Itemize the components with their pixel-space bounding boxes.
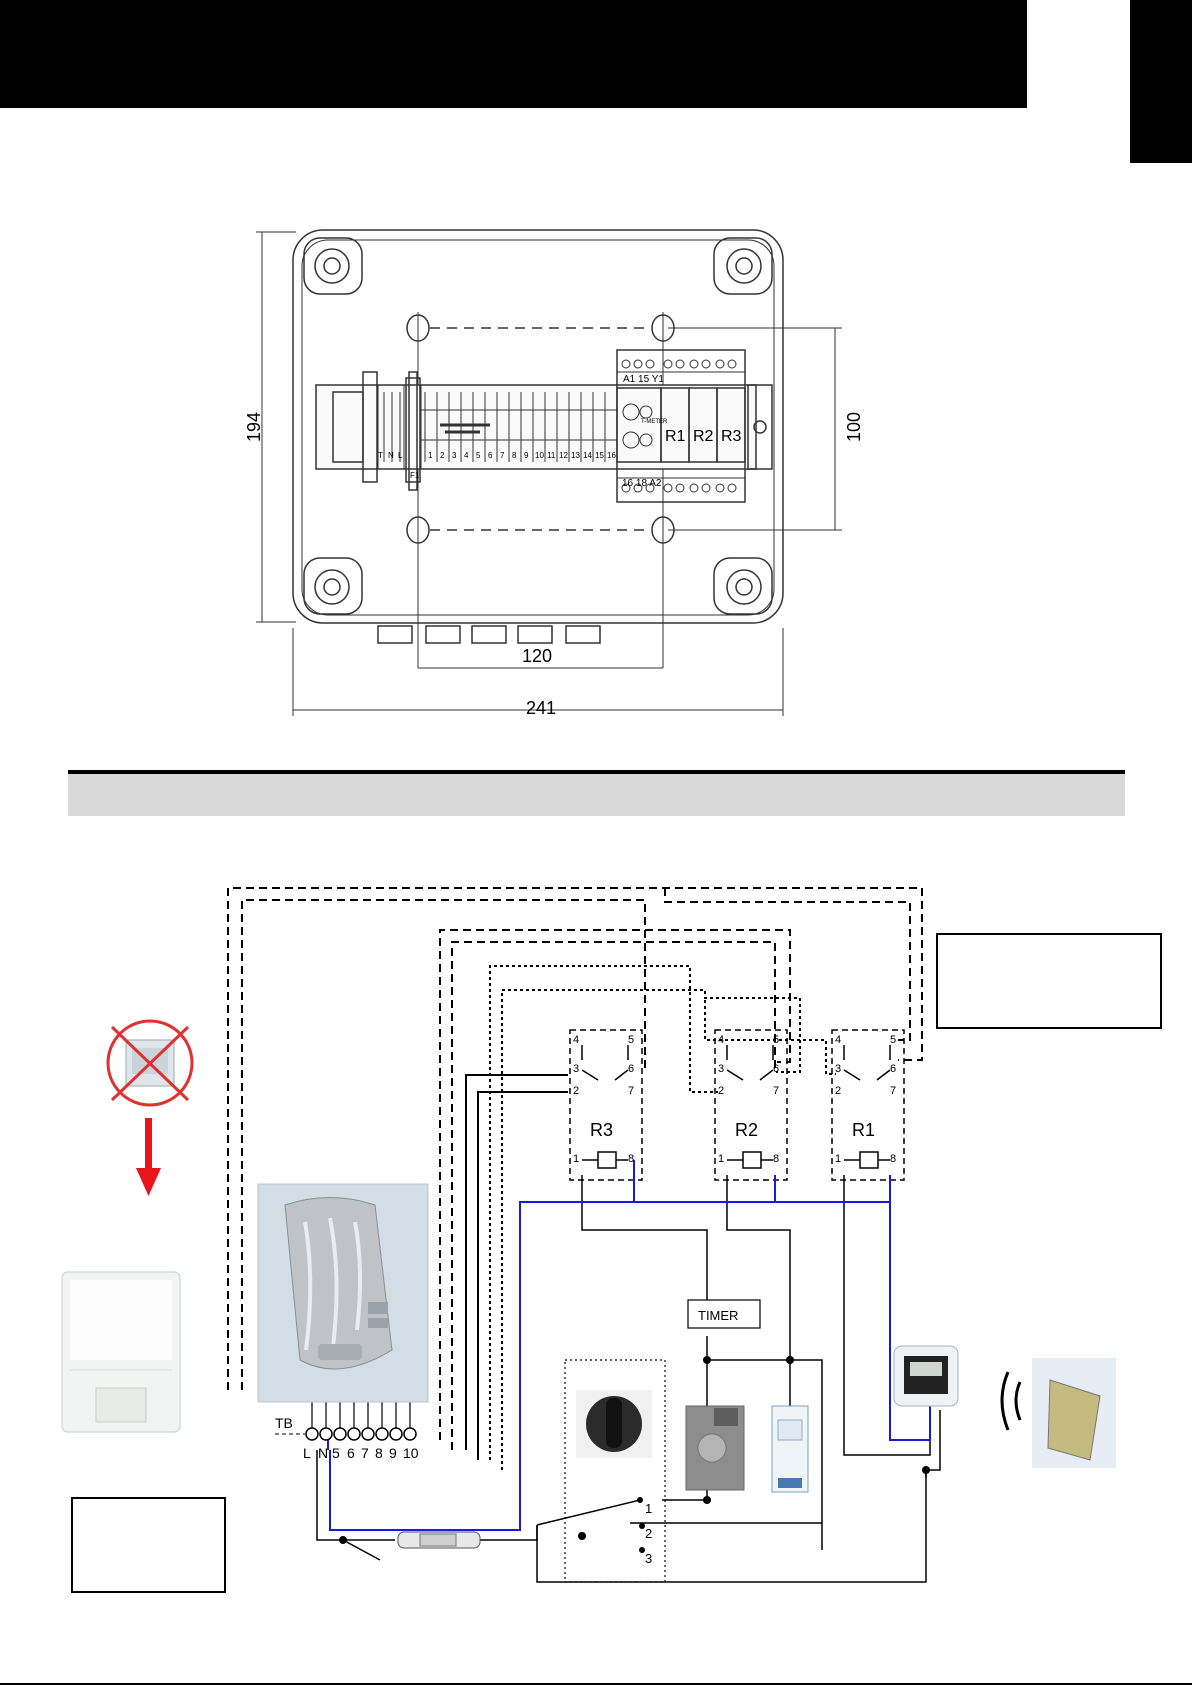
relay-pin: 3 bbox=[835, 1063, 842, 1075]
relay-pin: 2 bbox=[573, 1085, 580, 1097]
controller-unit-image bbox=[258, 1184, 428, 1402]
terminal-label: 7 bbox=[500, 451, 505, 460]
dimension-height-label: 194 bbox=[244, 411, 264, 442]
terminal-label: 13 bbox=[571, 451, 580, 460]
terminal-label: 16 bbox=[607, 451, 616, 460]
tb-terminal-number: 6 bbox=[347, 1445, 355, 1461]
relay-pin: 6 bbox=[890, 1063, 897, 1075]
tb-terminal-number: L bbox=[303, 1445, 311, 1461]
terminal-label: 4 bbox=[464, 451, 469, 460]
relay-label-r2: R2 bbox=[693, 428, 714, 445]
relay-pin: 7 bbox=[773, 1085, 780, 1097]
timer-label: TIMER bbox=[698, 1308, 739, 1323]
terminal-label: N bbox=[388, 451, 394, 460]
tb-terminal-number: 8 bbox=[375, 1445, 383, 1461]
dimension-hole-spacing-label: 120 bbox=[522, 646, 553, 666]
relay-pin: 5 bbox=[890, 1034, 897, 1046]
down-arrow-icon bbox=[136, 1118, 161, 1196]
terminal-label: 10 bbox=[535, 451, 544, 460]
relay-pin: 1 bbox=[718, 1153, 725, 1165]
tb-terminal-number: 10 bbox=[403, 1445, 419, 1461]
terminal-label: 3 bbox=[452, 451, 457, 460]
terminal-label: 1 bbox=[428, 451, 433, 460]
relay-pin: 8 bbox=[890, 1153, 897, 1165]
relay-pin: 3 bbox=[573, 1063, 580, 1075]
wiring-diagram bbox=[0, 870, 1192, 1670]
fuse-icon bbox=[398, 1532, 480, 1548]
enclosure-drawing bbox=[0, 0, 1192, 760]
terminal-block-label: TB bbox=[275, 1415, 293, 1431]
note-box-bottom-left bbox=[72, 1498, 225, 1592]
relay-label-r1: R1 bbox=[665, 428, 686, 445]
relay-pin: 7 bbox=[890, 1085, 897, 1097]
terminal-label: 9 bbox=[524, 451, 529, 460]
fuse-label: F1 bbox=[410, 471, 420, 480]
relay-pin: 1 bbox=[573, 1153, 580, 1165]
wireless-thermostat-icon bbox=[1002, 1358, 1116, 1468]
corner-mount-bottom-right bbox=[714, 558, 772, 614]
terminal-label: 2 bbox=[440, 451, 445, 460]
relay-pin: 4 bbox=[718, 1034, 725, 1046]
relay-pin: 4 bbox=[835, 1034, 842, 1046]
terminal-label: L bbox=[398, 451, 403, 460]
terminal-label: 14 bbox=[583, 451, 592, 460]
relay-pin: 7 bbox=[628, 1085, 635, 1097]
terminal-label: T bbox=[378, 451, 383, 460]
relay-pin: 5 bbox=[628, 1034, 635, 1046]
relay-header-bottom: 16 18 A2 bbox=[622, 478, 662, 489]
tb-terminal-number: N bbox=[318, 1445, 329, 1461]
wireless-receiver-icon bbox=[894, 1346, 958, 1406]
terminal-label: 15 bbox=[595, 451, 604, 460]
tb-terminal-number: 7 bbox=[361, 1445, 369, 1461]
selector-position-2: 2 bbox=[645, 1526, 653, 1541]
mechanical-timer-icon bbox=[686, 1406, 744, 1490]
relay-pin: 8 bbox=[773, 1153, 780, 1165]
terminal-label: 11 bbox=[547, 451, 556, 460]
tb-terminal-number: 9 bbox=[389, 1445, 397, 1461]
note-box-top-right bbox=[937, 934, 1161, 1028]
relay-name-r2: R2 bbox=[735, 1120, 759, 1140]
terminal-label: 5 bbox=[476, 451, 481, 460]
selector-position-1: 1 bbox=[645, 1501, 653, 1516]
corner-mount-top-right bbox=[714, 238, 772, 294]
relay-name-r1: R1 bbox=[852, 1120, 876, 1140]
relay-label-r3: R3 bbox=[721, 428, 742, 445]
relay-pin: 6 bbox=[628, 1063, 635, 1075]
relay-pin: 3 bbox=[718, 1063, 725, 1075]
relay-pin: 6 bbox=[773, 1063, 780, 1075]
rotary-selector-icon bbox=[576, 1390, 652, 1458]
tb-terminal-number: 5 bbox=[332, 1445, 340, 1461]
relay-pin: 2 bbox=[835, 1085, 842, 1097]
corner-mount-top-left bbox=[304, 238, 362, 294]
crossed-out-thermostat-icon bbox=[108, 1021, 192, 1105]
din-timer-icon bbox=[772, 1406, 808, 1492]
terminal-label: 6 bbox=[488, 451, 493, 460]
relay-pin: 4 bbox=[573, 1034, 580, 1046]
relay-pin: 8 bbox=[628, 1153, 635, 1165]
section-heading-bar bbox=[68, 770, 1125, 816]
relay-header-top: A1 15 Y1 bbox=[623, 374, 664, 385]
terminal-label: 8 bbox=[512, 451, 517, 460]
dimension-rail-spacing-label: 100 bbox=[844, 411, 864, 442]
dimension-width-label: 241 bbox=[526, 698, 557, 718]
selector-position-3: 3 bbox=[645, 1551, 653, 1566]
relay-tiny-mark: T-METER bbox=[641, 419, 668, 425]
relay-pin: 2 bbox=[718, 1085, 725, 1097]
terminal-label: 12 bbox=[559, 451, 568, 460]
relay-pin: 5 bbox=[773, 1034, 780, 1046]
corner-mount-bottom-left bbox=[304, 558, 362, 614]
boiler-unit-image bbox=[62, 1272, 180, 1432]
relay-pin: 1 bbox=[835, 1153, 842, 1165]
relay-name-r3: R3 bbox=[590, 1120, 614, 1140]
